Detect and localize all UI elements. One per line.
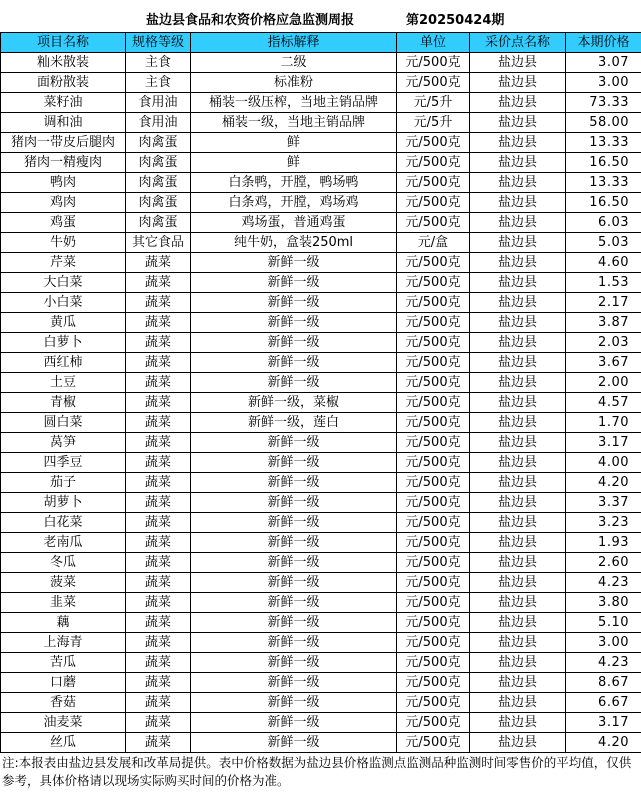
cell-unit: 元/500克: [397, 553, 470, 573]
cell-grade: 其它食品: [126, 233, 191, 253]
table-row: [1, 333, 641, 353]
cell-unit: 元/500克: [397, 153, 470, 173]
cell-unit: 元/500克: [397, 353, 470, 373]
cell-unit: 元/500克: [397, 53, 470, 73]
cell-grade: 肉禽蛋: [126, 173, 191, 193]
table-header-row: [1, 33, 641, 53]
cell-location: 盐边县: [470, 213, 566, 233]
cell-grade: 蔬菜: [126, 613, 191, 633]
cell-price: 4.23: [566, 653, 641, 673]
cell-grade: 蔬菜: [126, 573, 191, 593]
table-row: [1, 473, 641, 493]
cell-price: 5.10: [566, 613, 641, 633]
cell-unit: 元/5升: [397, 113, 470, 133]
cell-unit: 元/500克: [397, 533, 470, 553]
table-row: [1, 633, 641, 653]
cell-unit: 元/500克: [397, 673, 470, 693]
table-row: [1, 193, 641, 213]
cell-location: 盐边县: [470, 713, 566, 733]
table-row: [1, 713, 641, 733]
col-header-grade: 规格等级: [126, 33, 191, 53]
cell-location: 盐边县: [470, 733, 566, 753]
cell-unit: 元/500克: [397, 493, 470, 513]
footnote: 注:本报表由盐边县发展和改革局提供。表中价格数据为盐边县价格监测点监测品种监测时间零售价的平均值，仅供参考，具体价格请以现场实际购买时间的价格为准。: [2, 755, 632, 788]
cell-location: 盐边县: [470, 633, 566, 653]
cell-location: 盐边县: [470, 493, 566, 513]
cell-location: 盐边县: [470, 653, 566, 673]
cell-spec: 新鲜一级: [191, 573, 397, 593]
cell-grade: 蔬菜: [126, 673, 191, 693]
cell-unit: 元/500克: [397, 713, 470, 733]
cell-location: 盐边县: [470, 513, 566, 533]
cell-price: 4.60: [566, 253, 641, 273]
cell-spec: 白条鸭，开膛，鸭场鸭: [191, 173, 397, 193]
cell-location: 盐边县: [470, 153, 566, 173]
col-header-spec: 指标解释: [191, 33, 397, 53]
cell-price: 3.07: [566, 53, 641, 73]
cell-location: 盐边县: [470, 253, 566, 273]
table-row: [1, 173, 641, 193]
cell-grade: 蔬菜: [126, 413, 191, 433]
cell-price: 1.53: [566, 273, 641, 293]
cell-location: 盐边县: [470, 433, 566, 453]
cell-item-name: 口蘑: [1, 673, 126, 693]
table-row: [1, 673, 641, 693]
cell-grade: 蔬菜: [126, 633, 191, 653]
cell-spec: 桶装一级压榨，当地主销品牌: [191, 93, 397, 113]
cell-grade: 蔬菜: [126, 433, 191, 453]
cell-grade: 蔬菜: [126, 333, 191, 353]
cell-grade: 蔬菜: [126, 253, 191, 273]
table-row: [1, 413, 641, 433]
cell-price: 13.33: [566, 173, 641, 193]
cell-item-name: 土豆: [1, 373, 126, 393]
cell-price: 5.03: [566, 233, 641, 253]
cell-price: 3.00: [566, 73, 641, 93]
cell-unit: 元/500克: [397, 573, 470, 593]
cell-grade: 蔬菜: [126, 313, 191, 333]
cell-spec: 新鲜一级: [191, 633, 397, 653]
cell-spec: 新鲜一级: [191, 433, 397, 453]
cell-price: 2.03: [566, 333, 641, 353]
cell-unit: 元/500克: [397, 693, 470, 713]
table-row: [1, 693, 641, 713]
cell-location: 盐边县: [470, 533, 566, 553]
cell-spec: 新鲜一级: [191, 273, 397, 293]
cell-item-name: 小白菜: [1, 293, 126, 313]
cell-unit: 元/500克: [397, 733, 470, 753]
cell-spec: 新鲜一级: [191, 293, 397, 313]
table-row: [1, 533, 641, 553]
cell-item-name: 白萝卜: [1, 333, 126, 353]
cell-location: 盐边县: [470, 353, 566, 373]
cell-item-name: 上海青: [1, 633, 126, 653]
cell-spec: 新鲜一级: [191, 333, 397, 353]
col-header-unit: 单位: [397, 33, 470, 53]
cell-grade: 蔬菜: [126, 293, 191, 313]
cell-location: 盐边县: [470, 293, 566, 313]
cell-unit: 元/500克: [397, 213, 470, 233]
cell-grade: 主食: [126, 73, 191, 93]
table-row: [1, 273, 641, 293]
cell-price: 3.37: [566, 493, 641, 513]
cell-item-name: 四季豆: [1, 453, 126, 473]
cell-unit: 元/500克: [397, 193, 470, 213]
cell-location: 盐边县: [470, 173, 566, 193]
cell-item-name: 韭菜: [1, 593, 126, 613]
cell-location: 盐边县: [470, 393, 566, 413]
cell-unit: 元/500克: [397, 453, 470, 473]
cell-location: 盐边县: [470, 93, 566, 113]
cell-grade: 肉禽蛋: [126, 153, 191, 173]
col-header-location: 采价点名称: [470, 33, 566, 53]
cell-grade: 食用油: [126, 93, 191, 113]
cell-price: 3.17: [566, 433, 641, 453]
cell-grade: 蔬菜: [126, 493, 191, 513]
cell-item-name: 胡萝卜: [1, 493, 126, 513]
cell-grade: 蔬菜: [126, 273, 191, 293]
report-issue-number: 第20250424期: [406, 13, 505, 28]
cell-price: 73.33: [566, 93, 641, 113]
table-row: [1, 213, 641, 233]
cell-spec: 新鲜一级: [191, 533, 397, 553]
table-row: [1, 513, 641, 533]
cell-location: 盐边县: [470, 473, 566, 493]
cell-price: 4.23: [566, 573, 641, 593]
cell-location: 盐边县: [470, 233, 566, 253]
col-header-price: 本期价格: [566, 33, 641, 53]
cell-price: 3.23: [566, 513, 641, 533]
table-row: [1, 73, 641, 93]
cell-spec: 纯牛奶，盒装250ml: [191, 233, 397, 253]
cell-item-name: 黄瓜: [1, 313, 126, 333]
cell-spec: 桶装一级，当地主销品牌: [191, 113, 397, 133]
cell-item-name: 鸭肉: [1, 173, 126, 193]
cell-spec: 新鲜一级: [191, 373, 397, 393]
cell-price: 16.50: [566, 153, 641, 173]
table-row: [1, 453, 641, 473]
cell-item-name: 油麦菜: [1, 713, 126, 733]
cell-item-name: 猪肉一精瘦肉: [1, 153, 126, 173]
cell-price: 3.00: [566, 633, 641, 653]
cell-spec: 二级: [191, 53, 397, 73]
table-row: [1, 313, 641, 333]
cell-spec: 新鲜一级: [191, 713, 397, 733]
cell-grade: 蔬菜: [126, 593, 191, 613]
cell-unit: 元/500克: [397, 73, 470, 93]
cell-location: 盐边县: [470, 413, 566, 433]
cell-location: 盐边县: [470, 613, 566, 633]
cell-item-name: 面粉散装: [1, 73, 126, 93]
cell-grade: 蔬菜: [126, 733, 191, 753]
cell-unit: 元/5升: [397, 93, 470, 113]
cell-price: 8.67: [566, 673, 641, 693]
cell-price: 3.67: [566, 353, 641, 373]
cell-spec: 新鲜一级: [191, 473, 397, 493]
cell-item-name: 牛奶: [1, 233, 126, 253]
cell-unit: 元/500克: [397, 433, 470, 453]
report-title-text: 盐边县食品和农资价格应急监测周报: [146, 13, 355, 28]
cell-item-name: 茄子: [1, 473, 126, 493]
cell-location: 盐边县: [470, 553, 566, 573]
cell-item-name: 籼米散装: [1, 53, 126, 73]
cell-item-name: 莴笋: [1, 433, 126, 453]
cell-price: 2.17: [566, 293, 641, 313]
cell-price: 6.67: [566, 693, 641, 713]
cell-location: 盐边县: [470, 273, 566, 293]
cell-spec: 新鲜一级: [191, 353, 397, 373]
cell-grade: 蔬菜: [126, 713, 191, 733]
cell-spec: 新鲜一级: [191, 673, 397, 693]
cell-item-name: 白花菜: [1, 513, 126, 533]
cell-location: 盐边县: [470, 313, 566, 333]
cell-location: 盐边县: [470, 673, 566, 693]
cell-price: 3.17: [566, 713, 641, 733]
cell-unit: 元/500克: [397, 173, 470, 193]
table-row: [1, 253, 641, 273]
cell-location: 盐边县: [470, 373, 566, 393]
table-row: [1, 133, 641, 153]
cell-price: 4.20: [566, 733, 641, 753]
cell-location: 盐边县: [470, 193, 566, 213]
cell-price: 2.00: [566, 373, 641, 393]
cell-unit: 元/500克: [397, 333, 470, 353]
cell-unit: 元/500克: [397, 513, 470, 533]
cell-price: 2.60: [566, 553, 641, 573]
cell-price: 1.93: [566, 533, 641, 553]
table-row: [1, 373, 641, 393]
cell-grade: 蔬菜: [126, 473, 191, 493]
cell-unit: 元/500克: [397, 473, 470, 493]
cell-spec: 新鲜一级，莲白: [191, 413, 397, 433]
cell-grade: 蔬菜: [126, 513, 191, 533]
table-row: [1, 653, 641, 673]
cell-spec: 新鲜一级: [191, 513, 397, 533]
table-row: [1, 493, 641, 513]
cell-price: 3.87: [566, 313, 641, 333]
cell-item-name: 菜籽油: [1, 93, 126, 113]
cell-location: 盐边县: [470, 593, 566, 613]
cell-grade: 蔬菜: [126, 353, 191, 373]
cell-location: 盐边县: [470, 693, 566, 713]
cell-price: 13.33: [566, 133, 641, 153]
cell-price: 58.00: [566, 113, 641, 133]
cell-spec: 新鲜一级: [191, 613, 397, 633]
cell-unit: 元/500克: [397, 413, 470, 433]
cell-spec: 新鲜一级，菜椒: [191, 393, 397, 413]
cell-item-name: 鸡肉: [1, 193, 126, 213]
report-title: [0, 6, 641, 30]
cell-spec: 鲜: [191, 133, 397, 153]
cell-spec: 标准粉: [191, 73, 397, 93]
cell-grade: 肉禽蛋: [126, 193, 191, 213]
table-row: [1, 433, 641, 453]
price-table: [0, 32, 641, 753]
cell-item-name: 猪肉一带皮后腿肉: [1, 133, 126, 153]
table-row: [1, 233, 641, 253]
cell-grade: 蔬菜: [126, 533, 191, 553]
cell-unit: 元/500克: [397, 633, 470, 653]
cell-grade: 蔬菜: [126, 553, 191, 573]
cell-price: 1.70: [566, 413, 641, 433]
cell-unit: 元/500克: [397, 653, 470, 673]
cell-unit: 元/500克: [397, 393, 470, 413]
cell-spec: 白条鸡，开膛，鸡场鸡: [191, 193, 397, 213]
table-row: [1, 573, 641, 593]
cell-unit: 元/盒: [397, 233, 470, 253]
cell-price: 3.80: [566, 593, 641, 613]
cell-spec: 鸡场蛋，普通鸡蛋: [191, 213, 397, 233]
cell-grade: 蔬菜: [126, 393, 191, 413]
cell-grade: 主食: [126, 53, 191, 73]
cell-price: 4.57: [566, 393, 641, 413]
cell-spec: 新鲜一级: [191, 253, 397, 273]
cell-grade: 食用油: [126, 113, 191, 133]
cell-item-name: 青椒: [1, 393, 126, 413]
cell-item-name: 菠菜: [1, 573, 126, 593]
cell-grade: 蔬菜: [126, 453, 191, 473]
table-row: [1, 293, 641, 313]
table-row: [1, 613, 641, 633]
table-row: [1, 733, 641, 753]
cell-grade: 蔬菜: [126, 373, 191, 393]
cell-grade: 蔬菜: [126, 693, 191, 713]
cell-spec: 新鲜一级: [191, 553, 397, 573]
cell-spec: 新鲜一级: [191, 693, 397, 713]
cell-item-name: 冬瓜: [1, 553, 126, 573]
cell-price: 16.50: [566, 193, 641, 213]
cell-location: 盐边县: [470, 113, 566, 133]
cell-item-name: 香菇: [1, 693, 126, 713]
cell-unit: 元/500克: [397, 253, 470, 273]
cell-spec: 新鲜一级: [191, 313, 397, 333]
cell-price: 4.00: [566, 453, 641, 473]
cell-unit: 元/500克: [397, 373, 470, 393]
cell-item-name: 圆白菜: [1, 413, 126, 433]
cell-unit: 元/500克: [397, 613, 470, 633]
cell-location: 盐边县: [470, 333, 566, 353]
cell-grade: 蔬菜: [126, 653, 191, 673]
cell-spec: 鲜: [191, 153, 397, 173]
table-row: [1, 113, 641, 133]
cell-item-name: 芹菜: [1, 253, 126, 273]
cell-item-name: 苦瓜: [1, 653, 126, 673]
cell-unit: 元/500克: [397, 293, 470, 313]
cell-item-name: 鸡蛋: [1, 213, 126, 233]
cell-unit: 元/500克: [397, 133, 470, 153]
cell-location: 盐边县: [470, 73, 566, 93]
cell-spec: 新鲜一级: [191, 653, 397, 673]
table-row: [1, 593, 641, 613]
cell-item-name: 调和油: [1, 113, 126, 133]
table-row: [1, 353, 641, 373]
col-header-item-name: 项目名称: [1, 33, 126, 53]
cell-item-name: 老南瓜: [1, 533, 126, 553]
cell-unit: 元/500克: [397, 273, 470, 293]
cell-unit: 元/500克: [397, 313, 470, 333]
cell-spec: 新鲜一级: [191, 453, 397, 473]
cell-location: 盐边县: [470, 133, 566, 153]
cell-location: 盐边县: [470, 453, 566, 473]
cell-location: 盐边县: [470, 573, 566, 593]
cell-spec: 新鲜一级: [191, 733, 397, 753]
table-row: [1, 553, 641, 573]
cell-price: 4.20: [566, 473, 641, 493]
cell-price: 6.03: [566, 213, 641, 233]
cell-item-name: 藕: [1, 613, 126, 633]
table-row: [1, 393, 641, 413]
cell-unit: 元/500克: [397, 593, 470, 613]
table-row: [1, 93, 641, 113]
cell-spec: 新鲜一级: [191, 593, 397, 613]
cell-grade: 肉禽蛋: [126, 133, 191, 153]
table-row: [1, 153, 641, 173]
cell-location: 盐边县: [470, 53, 566, 73]
cell-spec: 新鲜一级: [191, 493, 397, 513]
cell-item-name: 大白菜: [1, 273, 126, 293]
cell-grade: 肉禽蛋: [126, 213, 191, 233]
table-row: [1, 53, 641, 73]
cell-item-name: 丝瓜: [1, 733, 126, 753]
cell-item-name: 西红柿: [1, 353, 126, 373]
